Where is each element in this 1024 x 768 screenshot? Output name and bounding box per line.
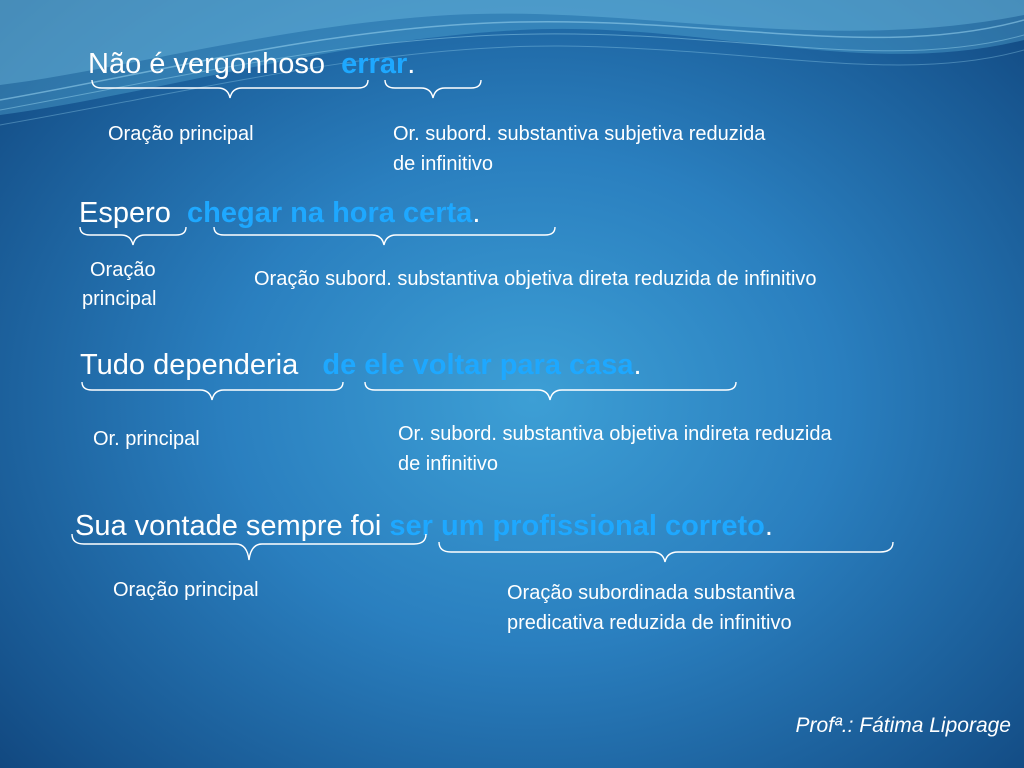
brace-sub-1	[383, 78, 483, 100]
main-clause-1: Não é vergonhoso	[88, 48, 325, 80]
brace-main-3	[80, 380, 345, 402]
period-2: .	[472, 197, 481, 229]
label-sub-1a: Or. subord. substantiva subjetiva reduzida	[393, 123, 766, 145]
label-sub-4a: Oração subordinada substantiva	[507, 582, 795, 604]
subordinate-clause-3: de ele voltar para casa	[322, 349, 634, 381]
label-sub-4b: predicativa reduzida de infinitivo	[507, 612, 792, 634]
main-clause-3: Tudo dependeria	[80, 349, 299, 381]
label-main-2a: Oração	[90, 259, 156, 281]
period-1: .	[407, 48, 416, 80]
label-main-3: Or. principal	[93, 428, 200, 450]
period-4: .	[764, 510, 773, 542]
label-main-2b: principal	[82, 288, 157, 310]
brace-main-2	[78, 225, 188, 247]
subordinate-clause-2: chegar na hora certa	[187, 197, 473, 229]
sentence-1	[88, 48, 415, 81]
brace-sub-3	[363, 380, 738, 402]
subordinate-clause-4: ser um profissional correto	[389, 510, 765, 542]
label-sub-2: Oração subord. substantiva objetiva direta reduzida de infinitivo	[254, 268, 817, 290]
main-clause-2: Espero	[79, 197, 171, 229]
label-sub-3b: de infinitivo	[398, 453, 499, 475]
label-main-1: Oração principal	[108, 123, 254, 145]
brace-sub-2	[212, 225, 557, 247]
subordinate-clause-1: errar	[341, 48, 408, 80]
period-3: .	[633, 349, 642, 381]
author-credit: Profª.: Fátima Liporage	[795, 714, 1011, 737]
label-sub-3a: Or. subord. substantiva objetiva indireta reduzida	[398, 423, 832, 445]
brace-main-4	[70, 532, 428, 562]
sentence-3	[80, 349, 642, 382]
brace-sub-4	[437, 540, 895, 564]
main-clause-4: Sua vontade sempre foi	[75, 510, 382, 542]
label-main-4: Oração principal	[113, 579, 259, 601]
brace-main-1	[90, 78, 370, 100]
label-sub-1b: de infinitivo	[393, 153, 494, 175]
